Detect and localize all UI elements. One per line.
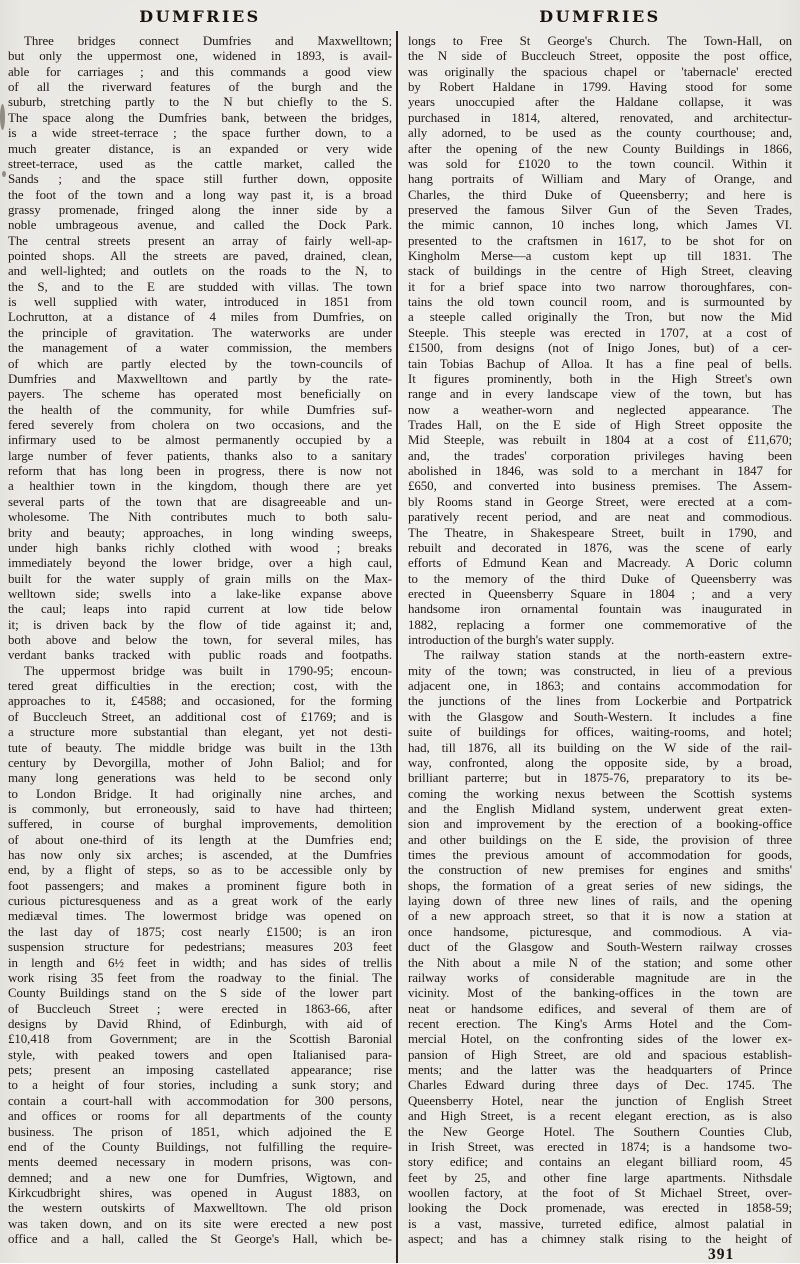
text-line: several parts of the town that are disagreeable and un- [8, 494, 392, 509]
text-line: ments; and the latter was the headquarters of Prince [408, 1063, 792, 1078]
text-line: Kirkcudbright shires, was opened in August 1883, on [8, 1185, 392, 1200]
text-line: mity of the town; was constructed, in lieu of a previous [408, 663, 792, 678]
text-line: laying down of three new lines of rails, and the opening [408, 894, 792, 909]
text-line: end of the County Buildings, not fulfilling the require- [8, 1139, 392, 1154]
text-line: welltown side; swells into a lake-like expanse above [8, 586, 392, 601]
text-line: bly Rooms stand in George Street, were erected at a com- [408, 494, 792, 509]
text-line: was sold for £1020 to the town council. Within it [408, 156, 792, 171]
text-line: introduction of the burgh's water supply. [408, 633, 615, 648]
text-line: paratively recent period, and are neat and commodious. [408, 510, 792, 525]
column-right [408, 34, 792, 1247]
text-line: the health of the community, for while Dumfries suf- [8, 402, 392, 417]
text-line: mediæval times. The lowermost bridge was opened on [8, 909, 392, 924]
text-line: infirmary used to be almost permanently occupied by a [8, 433, 392, 448]
text-line: designs by David Rhind, of Edinburgh, with aid of [8, 1017, 392, 1031]
text-line: verdant banks tracked with public roads and footpaths. [8, 648, 392, 663]
text-line: of a new approach street, so that it is now a station at [408, 909, 792, 924]
text-line: suite of buildings for offices, waiting-rooms, and hotel; [408, 725, 792, 740]
text-line: ally adorned, to be used as the county courthouse; and, [408, 126, 792, 141]
text-line: it for a brief space into two narrow thoroughfares, con- [408, 279, 792, 294]
text-line: immediately beyond the lower bridge, over a high caul, [8, 556, 392, 571]
text-line: after the opening of the new County Buildings in 1866, [408, 141, 792, 156]
text-line: is well supplied with water, introduced in 1851 from [8, 295, 392, 310]
scan-smudge [2, 171, 6, 177]
text-line: office and a hall, called the St George's Hall, which be- [8, 1232, 392, 1247]
text-line: Charles, the third Duke of Queensberry; and here is [408, 187, 792, 202]
text-line: a steeple called originally the Tron, but now the Mid [408, 310, 792, 325]
text-line: many long generations was held to be second only [8, 771, 392, 786]
text-line: story edifice; and contains an elegant billiard room, 45 [408, 1155, 792, 1170]
text-line: in Irish Street, was erected in 1874; is a handsome two- [408, 1139, 792, 1154]
text-line: large number of fever patients, thanks also to a sanitary [8, 448, 392, 463]
text-line: handsome iron ornamental fountain was inaugurated in [408, 602, 792, 617]
text-line: by Robert Haldane in 1799. Having stood for some [408, 80, 792, 95]
text-line: ments deemed necessary in modern prisons, was con- [8, 1155, 392, 1170]
text-line: a healthier town in the kingdom, though there are yet [8, 479, 392, 494]
text-line: longs to Free St George's Church. The Town-Hall, on [408, 34, 792, 48]
text-line: pets; present an imposing castellated appearance; rise [8, 1063, 392, 1078]
text-line: shops, the formation of a great series of new sidings, the [408, 878, 792, 893]
text-line: with the Glasgow and South-Western. It includes a fine [408, 709, 792, 724]
text-line: coming the working nexus between the Scottish systems [408, 786, 792, 801]
text-line: Queensberry Hotel, near the junction of English Street [408, 1093, 792, 1108]
text-line: tains the old town council room, and is surmounted by [408, 295, 792, 310]
text-line: to a height of four stories, including a sunk story; and [8, 1078, 392, 1093]
text-line: presented to the craftsmen in 1617, to be shot for on [408, 233, 792, 248]
text-line: is a wide street-terrace ; the space further down, to a [8, 126, 392, 141]
text-line: of Buccleuch Street, an additional cost of £1769; and is [8, 709, 392, 724]
text-line: sion and improvement by the erection of a booking-office [408, 817, 792, 832]
text-line: wholesome. The Nith contributes much to both salu- [8, 510, 392, 525]
text-line: Charles Edward during three days of Dec. 1745. The [408, 1078, 792, 1093]
text-line: had, till 1876, all its building on the W side of the rail- [408, 740, 792, 755]
text-line: once handsome, picturesque, and commodious. A via- [408, 924, 792, 939]
text-line: has now only six arches; is ascended, at the Dumfries [8, 848, 392, 863]
text-line: stack of buildings in the centre of High Street, cleaving [408, 264, 792, 279]
text-line: was taken down, and on its site were erected a new post [8, 1216, 392, 1231]
text-line: much greater distance, is an expanded or very wide [8, 141, 392, 156]
text-line: the Nith about a mile N of the station; and some other [408, 955, 792, 970]
text-line: a structure more substantial than elegant, yet not desti- [8, 725, 392, 740]
text-line: now a weather-worn and neglected appearance. The [408, 402, 792, 417]
text-line: Sands ; and the space still further down, opposite [8, 172, 392, 187]
text-line: and other buildings on the E side, the provision of three [408, 832, 792, 847]
text-line: the management of a water commission, the members [8, 341, 392, 356]
text-line: to London Bridge. It had originally nine arches, and [8, 786, 392, 801]
text-line: street-terrace, used as the cattle market, called the [8, 156, 392, 171]
text-line: suburb, stretching partly to the N but chiefly to the S. [8, 95, 392, 110]
text-line: end, by a flight of steps, so as to be accessible only by [8, 863, 392, 878]
text-line: railway works of considerable magnitude are in the [408, 970, 792, 985]
text-line: The uppermost bridge was built in 1790-95; encoun- [24, 663, 392, 678]
text-line: the New George Hotel. The Southern Counties Club, [408, 1124, 792, 1139]
text-line: abolished in 1846, was sold to a merchant in 1847 for [408, 464, 792, 479]
text-line: hang portraits of William and Mary of Orange, and [408, 172, 792, 187]
text-line: rebuilt and decorated in 1876, was the scene of early [408, 540, 792, 555]
text-line: The Theatre, in Shakespeare Street, built in 1790, and [408, 525, 792, 540]
text-line: tain Tobias Bachup of Alloa. It has a fine peal of bells. [408, 356, 792, 371]
text-line: of all the riverward features of the burgh and the [8, 80, 392, 95]
text-line: £650, and converted into business premises. The Assem- [408, 479, 792, 494]
text-line: the foot of the town and a long way past it, is a broad [8, 187, 392, 202]
text-line: The central streets present an array of fairly well-ap- [8, 233, 392, 248]
text-line: but only the uppermost one, widened in 1893, is avail- [8, 49, 392, 64]
scan-smudge [0, 104, 5, 130]
text-line: brity and beauty; approaches, in long winding sweeps, [8, 525, 392, 540]
text-line: times the previous amount of accommodation for goods, [408, 848, 792, 863]
text-line: Three bridges connect Dumfries and Maxwelltown; [24, 34, 392, 48]
text-line: noble umbrageous avenue, and called the Dock Park. [8, 218, 392, 233]
text-line: is commonly, but erroneously, said to have had thirteen; [8, 801, 392, 816]
text-line: tute of beauty. The middle bridge was built in the 13th [8, 740, 392, 755]
text-line: contain a court-hall with accommodation for 300 persons, [8, 1093, 392, 1108]
text-line: the N side of Buccleuch Street, opposite the post office, [408, 49, 792, 64]
text-line: efforts of Edmund Kean and Macready. A Doric column [408, 556, 792, 571]
text-line: looking the Dock promenade, was erected in 1858-59; [408, 1201, 792, 1216]
text-line: brilliant parterre; but in 1875-76, preparatory to its be- [408, 771, 792, 786]
text-line: the western outskirts of Maxwelltown. The old prison [8, 1201, 392, 1216]
page-number: 391 [708, 1246, 735, 1263]
text-line: the construction of new premises for engines and smiths' [408, 863, 792, 878]
text-line: £10,418 from Government; are in the Scottish Baronial [8, 1032, 392, 1047]
text-line: both above and below the town, for several miles, has [8, 633, 392, 648]
text-line: century by Devorgilla, mother of John Baliol; and for [8, 755, 392, 770]
text-line: business. The prison of 1851, which adjoined the E [8, 1124, 392, 1139]
text-line: way, confronted, along the opposite side, by a broad, [408, 755, 792, 770]
text-line: and well-lighted; and outlets on the roads to the N, to [8, 264, 392, 279]
text-line: Mid Steeple, was rebuilt in 1804 at a cost of £11,670; [408, 433, 792, 448]
text-line: it; is driven back by the flow of tide against it; and, [8, 617, 392, 632]
text-line: demned; and a new one for Dumfries, Wigtown, and [8, 1170, 392, 1185]
text-line: erected in Queensberry Square in 1804 ; and a very [408, 586, 792, 601]
text-line: The railway station stands at the north-eastern extre- [424, 648, 792, 663]
text-line: preserved the famous Silver Gun of the Seven Trades, [408, 202, 792, 217]
text-line: approaches to it, £4588; and occasioned, for the forming [8, 694, 392, 709]
text-line: mercial Hotel, on the confronting sides of the lower ex- [408, 1032, 792, 1047]
text-line: the S, and to the E are studded with villas. The town [8, 279, 392, 294]
text-line: woollen factory, at the foot of St Michael Street, over- [408, 1185, 792, 1200]
text-line: purchased in 1814, altered, renovated, and architectur- [408, 110, 792, 125]
text-line: The space along the Dumfries bank, between the bridges, [8, 110, 392, 125]
text-line: It figures prominently, both in the High Street's own [408, 371, 792, 386]
text-line: pansion of High Street, are old and spacious establish- [408, 1047, 792, 1062]
text-line: built for the water supply of grain mills on the Max- [8, 571, 392, 586]
text-line: the mimic cannon, 10 inches long, which James VI. [408, 218, 792, 233]
text-line: the junctions of the lines from Lockerbie and Portpatrick [408, 694, 792, 709]
text-line: fered severely from cholera on two occasions, and the [8, 417, 392, 432]
text-line: the last day of 1875; cost nearly £1500; is an iron [8, 924, 392, 939]
text-line: and the English Midland system, underwent great exten- [408, 801, 792, 816]
text-line: suffered, in course of burghal improvements, demolition [8, 817, 392, 832]
text-line: able for carriages ; and this commands a good view [8, 64, 392, 79]
text-line: and, the trades' corporation privileges having been [408, 448, 792, 463]
text-line: adjacent one, in 1863; and contains accommodation for [408, 679, 792, 694]
text-line: Steeple. This steeple was erected in 1707, at a cost of [408, 325, 792, 340]
text-line: of about one-third of its length at the Dumfries end; [8, 832, 392, 847]
text-line: neat or handsome edifices, and several of them are of [408, 1001, 792, 1016]
text-line: is a vast, massive, turreted edifice, almost palatial in [408, 1216, 792, 1231]
text-line: style, with peaked towers and open Italianised para- [8, 1047, 392, 1062]
text-line: the caul; leaps into rapid current at low tide below [8, 602, 392, 617]
text-line: and High Street, is a recent elegant erection, as is also [408, 1109, 792, 1124]
text-line: pointed shops. All the streets are paved, drained, clean, [8, 249, 392, 264]
text-line: feet by 25, and other fine large apartments. Nithsdale [408, 1170, 792, 1185]
text-line: Lochrutton, at a distance of 4 miles from Dumfries, on [8, 310, 392, 325]
text-line: foot passengers; and makes a prominent figure both in [8, 878, 392, 893]
text-line: suspension structure for pedestrians; measures 203 feet [8, 940, 392, 955]
text-line: range and in every landscape view of the town, but has [408, 387, 792, 402]
text-line: work rising 35 feet from the roadway to the finial. The [8, 970, 392, 985]
column-left [8, 34, 392, 1247]
text-line: and offices or rooms for all departments of the county [8, 1109, 392, 1124]
text-line: payers. The scheme has operated most beneficially on [8, 387, 392, 402]
text-line: of which are partly elected by the town-councils of [8, 356, 392, 371]
column-divider-rule [396, 31, 398, 1263]
text-line: vicinity. Most of the banking-offices in the town are [408, 986, 792, 1001]
text-line: duct of the Glasgow and South-Western railway crosses [408, 940, 792, 955]
text-line: recent erection. The King's Arms Hotel and the Com- [408, 1017, 792, 1031]
running-head-right: DUMFRIES [539, 7, 661, 26]
text-line: tered great difficulties in the erection; cost, with the [8, 679, 392, 694]
text-line: aspect; and has a chimney stalk rising to the height of [408, 1232, 792, 1247]
text-line: years unoccupied after the Haldane collapse, it was [408, 95, 792, 110]
text-line: to the memory of the third Duke of Queensberry was [408, 571, 792, 586]
text-line: County Buildings stand on the S side of the lower part [8, 986, 392, 1001]
text-line: in length and 6½ feet in width; and has sides of trellis [8, 955, 392, 970]
text-line: Kingholm Merse—a custom kept up till 1831. The [408, 249, 792, 264]
text-line: 1882, replacing a former one commemorative of the [408, 617, 792, 632]
text-line: of Buccleuch Street ; were erected in 1863-66, after [8, 1001, 392, 1016]
text-line: Trades Hall, on the E side of High Street opposite the [408, 417, 792, 432]
running-head-left: DUMFRIES [139, 7, 261, 26]
text-line: grassy promenade, fringed along the inner side by a [8, 202, 392, 217]
text-line: Dumfries and Maxwelltown and partly by the rate- [8, 371, 392, 386]
text-line: £1500, from designs (not of Inigo Jones, but) of a cer- [408, 341, 792, 356]
text-line: the principle of gravitation. The waterworks are under [8, 325, 392, 340]
text-line: under high banks richly clothed with wood ; breaks [8, 540, 392, 555]
text-line: curious picturesqueness and as a great work of the early [8, 894, 392, 909]
text-line: reform that has long been in progress, there is now not [8, 464, 392, 479]
text-line: was originally the spacious chapel or 'tabernacle' erected [408, 64, 792, 79]
